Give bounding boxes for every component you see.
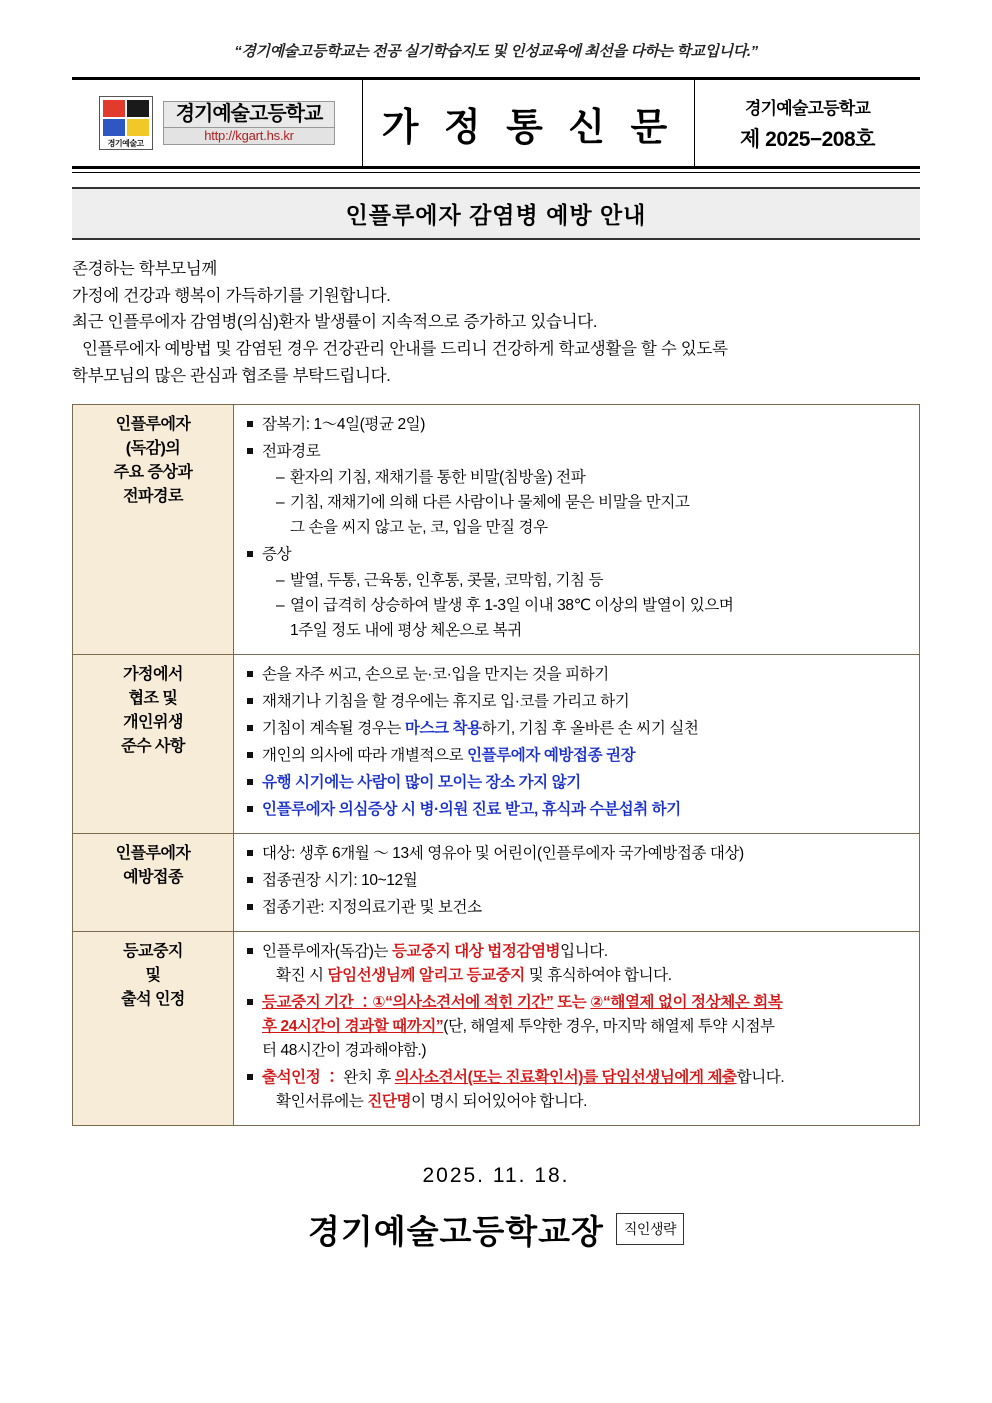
highlight-diagnosis-name: 진단명	[367, 1092, 412, 1110]
intro-line-1: 존경하는 학부모님께	[72, 260, 218, 278]
sub-list	[262, 569, 909, 643]
text-part: 합니다.	[736, 1068, 785, 1086]
highlight-mask: 마스크 착용	[404, 719, 482, 737]
row1-head-line-3: 주요 증상과	[113, 463, 193, 481]
row3-head-line-2: 예방접종	[123, 868, 183, 886]
sub-item: – 열이 급격히 상승하여 발생 후 1-3일 이내 38℃ 이상의 발열이 있으며	[276, 594, 909, 618]
sub-item	[262, 1090, 909, 1114]
masthead	[72, 77, 920, 169]
table-row	[73, 833, 920, 931]
text-part: 개인의 의사에 따라 개별적으로	[262, 746, 468, 764]
sub-item: – 환자의 기침, 재채기를 통한 비말(침방울) 전파	[276, 466, 909, 490]
list-item: 손을 자주 씨고, 손으로 눈·코·입을 만지는 것을 피하기	[244, 663, 909, 687]
school-slogan: “경기예술고등학교는 전공 실기학습지도 및 인성교육에 최선을 다하는 학교입니다.”	[234, 43, 758, 60]
text-part: 확인서류에는	[276, 1092, 368, 1110]
highlight-legal-disease: 등교중지 대상 법정감염병	[392, 942, 561, 960]
list-item	[244, 440, 909, 540]
list-item	[244, 940, 909, 988]
list-item: 대상: 생후 6개월 ～ 13세 영유아 및 어린이(인플루에자 국가예방접종 대상)	[244, 842, 909, 866]
list-item: 인플루에자 의심증상 시 병·의원 진료 받고, 휴식과 수분섭취 하기	[244, 798, 909, 822]
row-header-symptoms	[73, 404, 234, 654]
list-item-label: 증상	[262, 545, 292, 563]
masthead-left	[72, 80, 363, 166]
principal-title: 경기예술고등학교장	[307, 1214, 604, 1251]
text-part: 완치 후	[339, 1068, 395, 1086]
option-one: ①“의사소견서에 적힌 기간”	[372, 993, 554, 1011]
seal-omitted-stamp: 직인생략	[616, 1213, 684, 1245]
sub-item	[262, 964, 909, 988]
table-row	[73, 654, 920, 833]
row-header-vaccination	[73, 833, 234, 931]
text-part: 기침이 계속될 경우는	[262, 719, 405, 737]
highlight-school-suspension: 등교중지	[466, 966, 525, 984]
masthead-center	[363, 80, 695, 166]
sub-item	[262, 1015, 909, 1039]
intro-line-5: 학부모님의 많은 관심과 협조를 부탁드립니다.	[72, 366, 391, 385]
list-item	[244, 744, 909, 768]
text-part: 이 명시 되어있어야 합니다.	[411, 1092, 588, 1110]
text-part: 확진 시	[276, 966, 328, 984]
issuing-organization: 경기예술고등학교	[745, 98, 870, 118]
sub-item-continued: 그 손을 씨지 않고 눈, 코, 입을 만질 경우	[290, 518, 548, 536]
issue-number: 제 2025−208호	[740, 127, 875, 151]
row-header-attendance	[73, 931, 234, 1125]
list-item: 유행 시기에는 사람이 많이 모이는 장소 가지 않기	[244, 771, 909, 795]
text-part: 입니다.	[560, 942, 608, 960]
page-title: 인플루에자 감염병 예방 안내	[72, 187, 920, 240]
highlight-vaccine: 인플루에자 예방접종 권장	[467, 746, 636, 764]
sub-list	[262, 466, 909, 540]
school-identity	[163, 101, 336, 146]
text-part: 터 48시간이 경과해야함.)	[262, 1041, 427, 1059]
highlight-notify-teacher: 담임선생님께 알리고	[327, 966, 463, 984]
row1-head-line-4: 전파경로	[123, 487, 183, 505]
intro-text	[72, 256, 920, 390]
list-item: 잠복기: 1～4일(평균 2일)	[244, 413, 909, 437]
row-header-hygiene	[73, 654, 234, 833]
row2-head-line-1: 가정에서	[123, 665, 183, 683]
masthead-underline	[72, 172, 920, 173]
school-url: http://kgart.hs.kr	[163, 128, 336, 146]
school-logo-icon	[99, 96, 153, 150]
label-suspension-period: 등교중지 기간 ：	[262, 993, 373, 1011]
table-row	[73, 931, 920, 1125]
intro-line-4: 인플루에자 예방법 및 감염된 경우 건강관리 안내를 드리니 건강하게 학교생활을 할 수 있도록	[82, 340, 728, 359]
row-content-hygiene	[234, 654, 920, 833]
sub-item-continued: 1주일 정도 내에 평상 체온으로 복귀	[290, 621, 522, 639]
text-or: 또는	[553, 993, 591, 1011]
list-item	[244, 543, 909, 643]
school-name: 경기예술고등학교	[163, 101, 336, 128]
intro-line-2: 가정에 건강과 행복이 가득하기를 기원합니다.	[72, 286, 391, 305]
row-content-attendance	[234, 931, 920, 1125]
table-row	[73, 404, 920, 654]
label-attendance-recognition: 출석인정 ：	[262, 1068, 340, 1086]
sub-item: – 발열, 두통, 근육통, 인후통, 콧물, 코막힘, 기침 등	[276, 569, 909, 593]
row3-head-line-1: 인플루에자	[115, 844, 191, 862]
text-part: (단, 해열제 투약한 경우, 마지막 해열제 투약 시점부	[443, 1017, 775, 1035]
row4-head-line-3: 출석 인정	[121, 990, 185, 1008]
sub-item	[262, 1039, 909, 1063]
row-content-symptoms	[234, 404, 920, 654]
list-item	[244, 717, 909, 741]
list-item	[244, 991, 909, 1063]
row1-head-line-2: (독감)의	[125, 439, 181, 457]
text-part: 인플루에자(독감)는	[262, 942, 393, 960]
row2-head-line-4: 준수 사항	[121, 737, 185, 755]
list-item-label: 전파경로	[262, 442, 321, 460]
row2-head-line-3: 개인위생	[123, 713, 183, 731]
option-two-continued: 후 24시간이 경과할 때까지”	[262, 1017, 444, 1035]
info-table	[72, 404, 920, 1126]
issue-date: 2025. 11. 18.	[422, 1163, 570, 1187]
row2-head-line-2: 협조 및	[128, 689, 178, 707]
masthead-right	[695, 80, 920, 166]
newsletter-title: 가 정 통 신 문	[381, 106, 676, 149]
list-item: 접종기관: 지정의료기관 및 보건소	[244, 896, 909, 920]
text-part: 및 휴식하여야 합니다.	[524, 966, 672, 984]
text-part: 하기, 기침 후 올바른 손 씨기 실천	[481, 719, 699, 737]
row1-head-line-1: 인플루에자	[115, 415, 191, 433]
list-item: 재채기나 기침을 할 경우에는 휴지로 입·코를 가리고 하기	[244, 690, 909, 714]
logo-caption: 경기예술고	[107, 139, 144, 148]
list-item	[244, 1066, 909, 1114]
row-content-vaccination	[234, 833, 920, 931]
signature-line	[72, 1206, 920, 1253]
option-two: ②“해열제 없이 정상체온 회복	[590, 993, 783, 1011]
list-item: 접종권장 시기: 10~12월	[244, 869, 909, 893]
row4-head-line-1: 등교중지	[123, 942, 183, 960]
sub-item: – 기침, 재채기에 의해 다른 사람이나 물체에 묻은 비말을 만지고	[276, 491, 909, 515]
row4-head-line-2: 및	[145, 966, 161, 984]
intro-line-3: 최근 인플루에자 감염병(의심)환자 발생률이 지속적으로 증가하고 있습니다.	[72, 313, 598, 332]
highlight-submit-certificate: 의사소견서(또는 진료확인서)를 담임선생님에게 제출	[394, 1068, 737, 1086]
